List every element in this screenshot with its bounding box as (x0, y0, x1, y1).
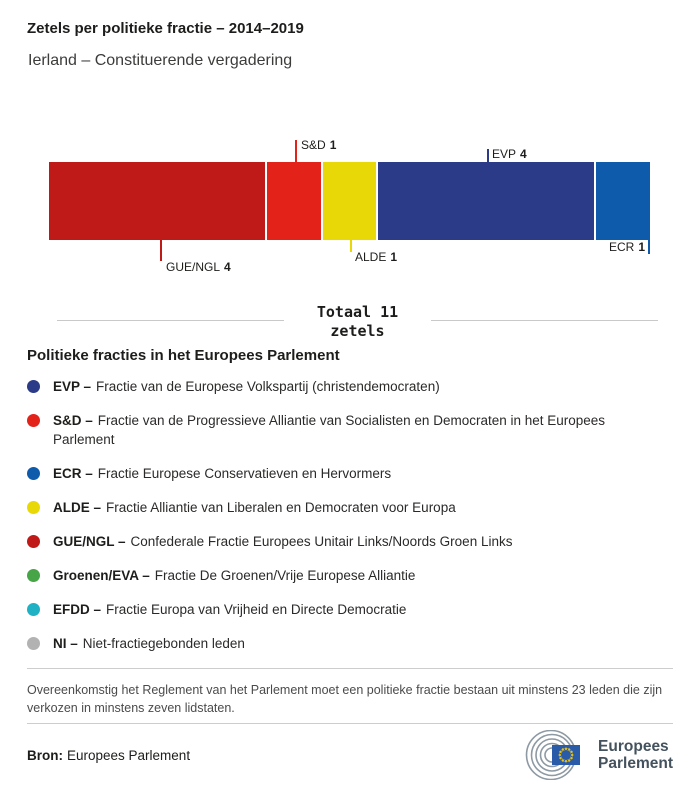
total-seats-line1: Totaal 11 (316, 303, 399, 321)
legend-heading: Politieke fracties in het Europees Parlement (27, 347, 340, 364)
total-seats-row (57, 303, 658, 341)
legend-desc: Fractie De Groenen/Vrije Europese Alliantie (154, 568, 416, 583)
bar-segment-alde (323, 162, 377, 240)
footnote-divider-top (27, 668, 673, 669)
callout-seats-alde: 1 (390, 250, 398, 264)
legend-desc: Fractie van de Europese Volkspartij (christendemocraten) (96, 379, 440, 394)
legend-abbr: GUE/NGL – (53, 534, 126, 549)
legend-dot-groenen-eva (27, 569, 40, 582)
ep-hemicycle-icon (516, 730, 592, 780)
legend-dot-ecr (27, 467, 40, 480)
callout-line-alde (350, 240, 352, 252)
legend-item-groenen-eva (27, 566, 673, 585)
legend-item-gue-ngl (27, 532, 673, 551)
logo-wordmark-line2: Parlement (598, 755, 673, 772)
seat-distribution-chart (0, 130, 700, 290)
bar-segment-gue-ngl (49, 162, 265, 240)
callout-line-ecr (648, 240, 650, 254)
legend-item-alde (27, 498, 673, 517)
legend-abbr: ALDE – (53, 500, 102, 515)
callout-name-sd: S&D (301, 138, 326, 152)
legend-dot-gue-ngl (27, 535, 40, 548)
chart-subtitle: Ierland – Constituerende vergadering (28, 52, 293, 69)
callout-seats-evp: 4 (520, 147, 527, 161)
source-line (27, 748, 190, 763)
callout-label-evp (492, 148, 527, 161)
source-value: Europees Parlement (67, 747, 191, 763)
legend-text (53, 498, 456, 517)
european-parliament-logo (516, 730, 673, 780)
legend-desc: Fractie van de Progressieve Alliantie van Socialisten en Democraten in het Europees Parlement (53, 413, 606, 447)
legend-text (53, 566, 415, 585)
legend-text (53, 634, 245, 653)
footnote-text: Overeenkomstig het Reglement van het Parlement moet een politieke fractie bestaan uit minstens 23 leden die zijn verkozen in minstens zeven lidstaten. (27, 683, 663, 715)
total-seats-label (284, 303, 431, 341)
legend-desc: Fractie Europese Conservatieven en Hervormers (97, 466, 392, 481)
bar-segment-sd (267, 162, 321, 240)
legend-item-efdd (27, 600, 673, 619)
total-rule-left (57, 320, 284, 321)
legend-dot-efdd (27, 603, 40, 616)
legend-item-ecr (27, 464, 673, 483)
callout-name-ecr: ECR (608, 240, 635, 254)
logo-wordmark-line1: Europees (598, 738, 669, 755)
legend-item-evp (27, 377, 673, 396)
footer-row (27, 730, 673, 780)
legend-dot-ni (27, 637, 40, 650)
legend-item-sd (27, 411, 673, 449)
callout-label-gue-ngl (166, 261, 231, 274)
legend-desc: Confederale Fractie Europees Unitair Links/Noords Groen Links (130, 534, 513, 549)
callout-line-sd (295, 140, 297, 162)
bar-segment-ecr (596, 162, 650, 240)
legend-text (53, 600, 406, 619)
callout-line-gue-ngl (160, 240, 162, 261)
legend-abbr: EVP – (53, 379, 92, 394)
legend-text (53, 532, 512, 551)
callout-label-ecr (609, 241, 645, 254)
legend-dot-alde (27, 501, 40, 514)
legend-abbr: ECR – (53, 466, 93, 481)
legend-abbr: EFDD – (53, 602, 102, 617)
callout-seats-gue-ngl: 4 (224, 260, 231, 274)
legend-dot-sd (27, 414, 40, 427)
callout-name-evp: EVP (492, 147, 517, 161)
legend-abbr: S&D – (53, 413, 93, 428)
eu-flag-icon (552, 745, 580, 765)
legend-abbr: Groenen/EVA – (53, 568, 150, 583)
callout-seats-ecr: 1 (638, 240, 645, 254)
legend-text (53, 464, 391, 483)
legend-text (53, 411, 653, 449)
total-rule-right (431, 320, 658, 321)
chart-title: Zetels per politieke fractie – 2014–2019 (27, 20, 304, 37)
callout-line-evp (487, 149, 489, 162)
callout-label-alde (355, 251, 397, 264)
legend-desc: Fractie Alliantie van Liberalen en Democraten voor Europa (106, 500, 456, 515)
callout-name-gue-ngl: GUE/NGL (166, 260, 221, 274)
callout-seats-sd: 1 (329, 138, 337, 152)
legend-list (27, 377, 673, 653)
legend-abbr: NI – (53, 636, 78, 651)
footnote-divider-bottom (27, 723, 673, 724)
logo-wordmark (598, 738, 673, 772)
total-seats-line2: zetels (330, 322, 385, 340)
bar-segment-evp (378, 162, 594, 240)
callout-label-sd (301, 139, 336, 152)
source-label: Bron: (27, 747, 63, 763)
stacked-seat-bar (49, 162, 650, 240)
legend-desc: Niet-fractiegebonden leden (82, 636, 245, 651)
legend-dot-evp (27, 380, 40, 393)
callout-name-alde: ALDE (355, 250, 387, 264)
legend-item-ni (27, 634, 673, 653)
legend-text (53, 377, 440, 396)
legend-desc: Fractie Europa van Vrijheid en Directe Democratie (106, 602, 407, 617)
